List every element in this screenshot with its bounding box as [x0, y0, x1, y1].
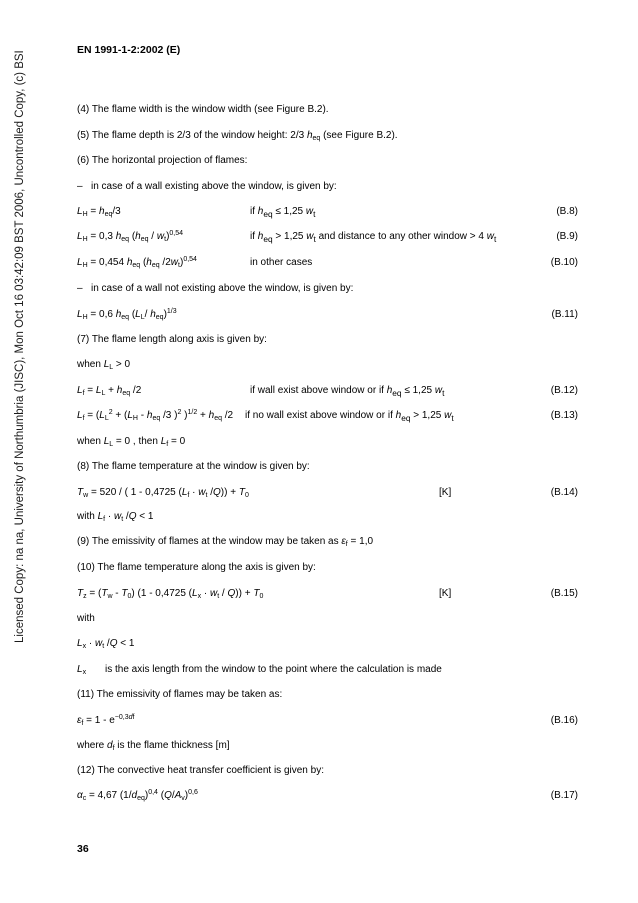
paragraph-6: (6) The horizontal projection of flames:: [77, 155, 248, 166]
equation-b15: $T_z = (T_w - T_0)$ (1 - 0,4725 $(L_x \cdot w_t / Q)) + T_0$: [77, 588, 264, 600]
equation-b10-condition: in other cases: [250, 257, 313, 268]
symbol-lx: $L_x$: [77, 664, 87, 676]
paragraph-11: (11) The emissivity of flames may be taken as:: [77, 689, 283, 700]
equation-number: (B.13): [550, 410, 578, 421]
equation-b8: $L_H = h_{eq}/3$: [77, 206, 121, 218]
equation-b8-condition: if $h_{eq} \le 1,25$ $w_t$: [250, 206, 316, 219]
unit-kelvin: [K]: [439, 487, 452, 498]
equation-b13: $L_f = (L_L^2 + (L_H - h_{eq}$ /3 )$^2$ )$^{1/2} + h_{eq}$ /2: [77, 409, 234, 422]
equation-number: (B.9): [556, 231, 578, 242]
equation-number: (B.14): [550, 487, 578, 498]
document-header: EN 1991-1-2:2002 (E): [77, 44, 181, 56]
equation-b9: $L_H = 0,3$ $h_{eq}$ $(h_{eq} / w_t)^{0,54}$: [77, 230, 184, 243]
with-label: with: [77, 613, 95, 624]
condition-when-l-positive: when $L_L > 0$: [77, 359, 131, 371]
equation-number: (B.10): [550, 257, 578, 268]
equation-number: (B.11): [551, 309, 578, 320]
definition-df: where $d_f$ is the flame thickness [m]: [77, 740, 230, 752]
equation-b9-condition: if $h_{eq} > 1,25$ $w_t$ and distance to any other window > 4 $w_t$: [250, 231, 497, 244]
paragraph-4: (4) The flame width is the window width (see Figure B.2).: [77, 104, 329, 115]
equation-number: (B.15): [550, 588, 578, 599]
paragraph-7: (7) The flame length along axis is given by:: [77, 334, 267, 345]
page-number: 36: [77, 843, 89, 855]
equation-b10: $L_H = 0,454$ $h_{eq}$ ($h_{eq}$ $/2w_t)^{0,54}$: [77, 256, 197, 269]
bullet-wall-existing: – in case of a wall existing above the window, is given by:: [77, 181, 337, 192]
equation-b13-condition: if no wall exist above window or if $h_{eq} > 1,25$ $w_t$: [245, 410, 454, 423]
condition-b15: $L_x \cdot w_t$ /Q < 1: [77, 638, 135, 650]
equation-b12-condition: if wall exist above window or if $h_{eq} \le 1,25$ $w_t$: [250, 385, 445, 398]
bullet-wall-not-existing: – in case of a wall not existing above the window, is given by:: [77, 283, 354, 294]
equation-number: (B.8): [556, 206, 578, 217]
lx-description: is the axis length from the window to the point where the calculation is made: [105, 664, 442, 675]
equation-b14: $T_w = 520$ / ( 1 - 0,4725 ($L_f \cdot w_t$ $/Q)) + T_0$: [77, 487, 249, 499]
equation-number: (B.12): [550, 385, 578, 396]
equation-b12: $L_f = L_L + h_{eq}$ /2: [77, 385, 142, 397]
paragraph-12: (12) The convective heat transfer coefficient is given by:: [77, 765, 324, 776]
paragraph-9: (9) The emissivity of flames at the window may be taken as $\varepsilon_f = 1,0$: [77, 536, 374, 548]
equation-b11: $L_H = 0,6$ $h_{eq}$ ($L_L/$ $h_{eq})^{1/3}$: [77, 308, 177, 321]
license-watermark: Licensed Copy: na na, University of Northumbria (JISC), Mon Oct 16 03:42:09 BST 2006, Uncontrolled Copy, (c) BSI: [14, 50, 26, 643]
paragraph-10: (10) The flame temperature along the axis is given by:: [77, 562, 316, 573]
equation-number: (B.17): [550, 790, 578, 801]
condition-when-l-zero: when $L_L = 0$ , then $L_f = 0$: [77, 436, 186, 448]
paragraph-8: (8) The flame temperature at the window is given by:: [77, 461, 310, 472]
equation-b17: $\alpha_c = 4,67$ $(1/d_{eq})^{0,4}$ $(Q/A_v)^{0,6}$: [77, 789, 198, 802]
unit-kelvin: [K]: [439, 588, 452, 599]
paragraph-5: (5) The flame depth is 2/3 of the window height: 2/3 $h_{eq}$ (see Figure B.2).: [77, 130, 398, 142]
equation-number: (B.16): [550, 715, 578, 726]
equation-b16: $\varepsilon_f = 1 - e^{-0,3df}$: [77, 714, 135, 727]
condition-b14: with $L_f \cdot w_t$ /Q < 1: [77, 511, 154, 523]
